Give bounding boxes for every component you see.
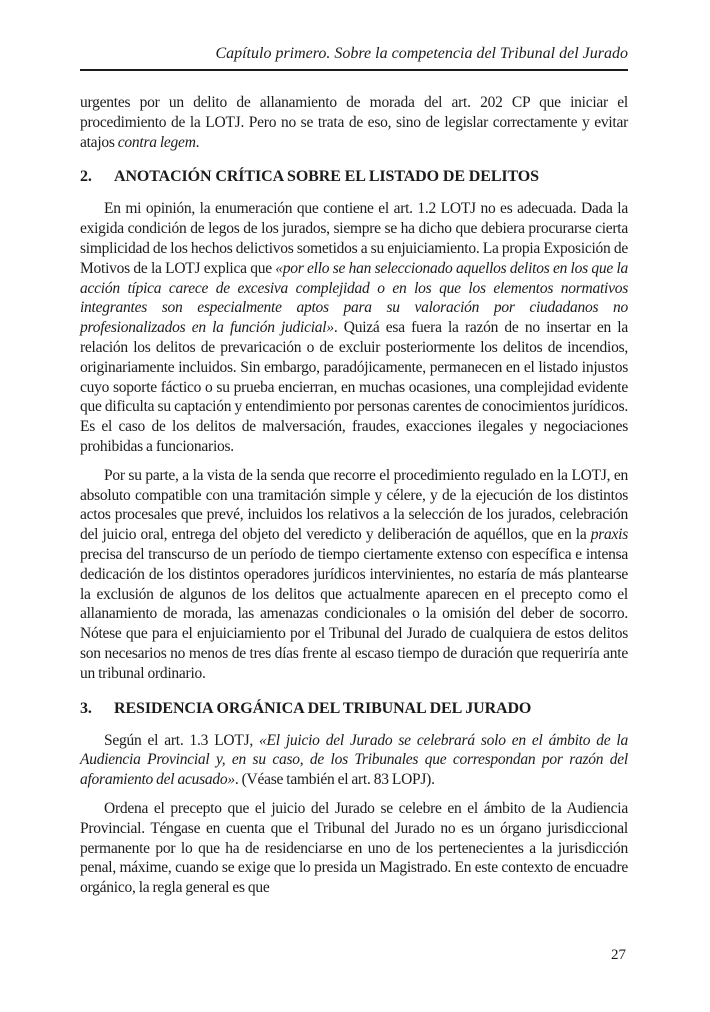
section-3-heading: [80, 699, 628, 719]
spacer: [80, 898, 628, 946]
section-2-paragraph-2: Por su parte, a la vista de la senda que recorre el procedimiento regulado en la LOTJ, en absoluto compatible con una tramitación simple y célere, y de la ejecución de los distintos actos procesales que prevé, incluidos los relativos a la selección de los jurados, celebración del juicio oral, entrega del objeto del veredicto y deliberación de aquéllos, que en la praxis precisa del transcurso de un período de tiempo ciertamente extenso con específica e intensa dedicación de los distintos operadores jurídicos intervinientes, no estaría de más plantearse la exclusión de algunos de los delitos que actualmente aparecen en el precepto como el allanamiento de morada, las amenazas condicionales o la omisión del deber de socorro. Nótese que para el enjuiciamiento por el Tribunal del Jurado de cualquiera de estos delitos son necesarios no menos de tres días frente al escaso tiempo de duración que requeriría ante un tribunal ordinario.: [80, 466, 628, 682]
section-3-paragraph-1: Según el art. 1.3 LOTJ, «El juicio del Jurado se celebrará solo en el ámbito de la Audiencia Provincial y, en su caso, de los Tribunales que correspondan por razón del aforamiento del acusado». (Véase también el art. 83 LOPJ).: [80, 731, 628, 789]
section-2-title: ANOTACIÓN CRÍTICA SOBRE EL LISTADO DE DELITOS: [114, 168, 539, 186]
section-2-number: 2.: [80, 168, 92, 186]
section-3-paragraph-2: Ordena el precepto que el juicio del Jurado se celebre en el ámbito de la Audiencia Provincial. Téngase en cuenta que el Tribunal del Jurado no es un órgano jurisdiccional permanente por lo que ha de residenciarse en uno de los pertenecientes a la jurisdicción penal, máxime, cuando se exige que lo presida un Magistrado. En este contexto de encuadre orgánico, la regla general es que: [80, 799, 628, 897]
running-header: [80, 44, 628, 71]
paragraph-continuation: urgentes por un delito de allanamiento de morada del art. 202 CP que iniciar el procedimiento de la LOTJ. Pero no se trata de eso, sino de legislar correctamente y evitar atajos contra legem.: [80, 94, 628, 151]
chapter-running-title: Capítulo primero. Sobre la competencia del Tribunal del Jurado: [215, 45, 628, 62]
section-3-title: RESIDENCIA ORGÁNICA DEL TRIBUNAL DEL JURADO: [114, 699, 532, 717]
page-number: 27: [611, 947, 626, 963]
section-2-paragraph-1: En mi opinión, la enumeración que contiene el art. 1.2 LOTJ no es adecuada. Dada la exigida condición de legos de los jurados, siempre se ha dicho que debiera procurarse cierta simplicidad de los hechos delictivos sometidos a su enjuiciamiento. La propia Exposición de Motivos de la LOTJ explica que «por ello se han seleccionado aquellos delitos en los que la acción típica carece de excesiva complejidad o en los que los elementos normativos integrantes son especialmente aptos para su valoración por ciudadanos no profesionalizados en la función judicial». Quizá esa fuera la razón de no insertar en la relación los delitos de prevaricación o de excluir posteriormente los delitos de incendios, originariamente incluidos. Sin embargo, paradójicamente, permanecen en el listado injustos cuyo soporte fáctico o su prueba encierran, en muchas ocasiones, una complejidad evidente que dificulta su captación y entendimiento por personas carentes de conocimientos jurídicos. Es el caso de los delitos de malversación, fraudes, exacciones ilegales y negociaciones prohibidas a funcionarios.: [80, 200, 628, 455]
page-body: [80, 93, 628, 898]
page-footer: [80, 946, 628, 964]
section-2-heading: [80, 167, 628, 187]
section-3-number: 3.: [80, 699, 92, 717]
